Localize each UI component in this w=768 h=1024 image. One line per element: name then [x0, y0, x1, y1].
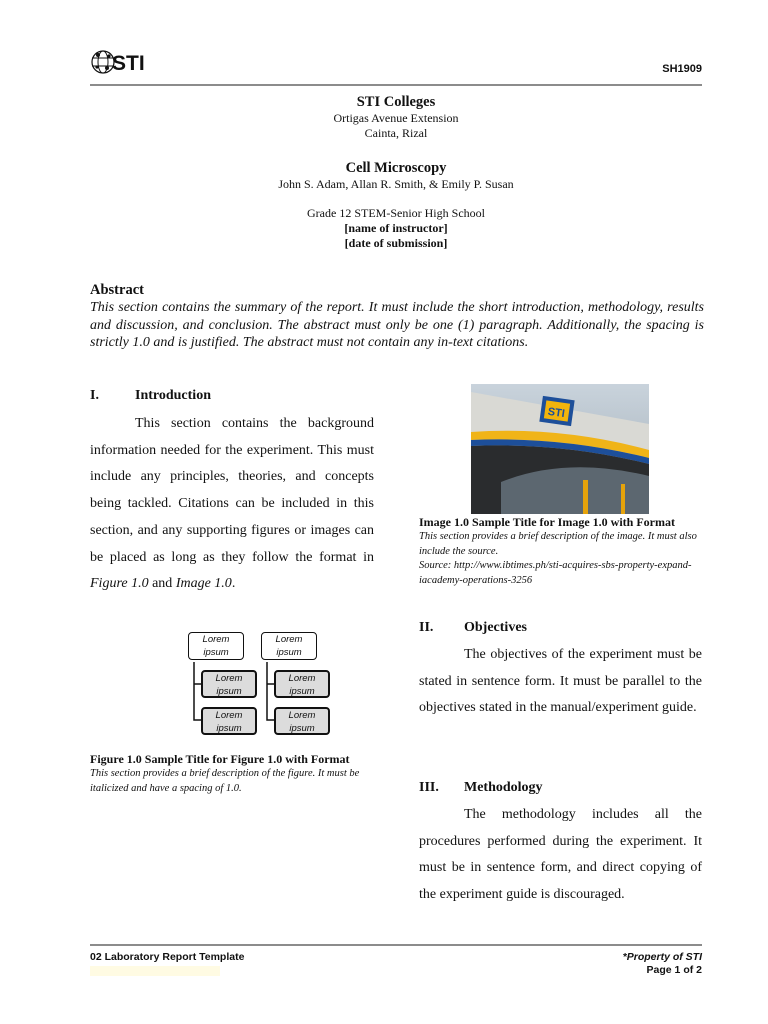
diagram-box-mid-left: Lorem ipsum	[201, 670, 257, 698]
introduction-number: I.	[90, 388, 99, 403]
period-text: .	[231, 576, 236, 592]
sti-logo	[90, 46, 152, 78]
footer-rule	[90, 944, 702, 946]
objectives-body: The objectives of the experiment must be stated in sentence form. It must be parallel to the objectives stated in the manual/experiment guide.	[419, 647, 702, 716]
objectives-heading: Objectives	[464, 620, 527, 635]
figure-reference: Figure 1.0	[90, 576, 149, 592]
address-line-2: Cainta, Rizal	[364, 126, 428, 140]
diagram-box-mid-right: Lorem ipsum	[274, 670, 330, 698]
image-source: Source: http://www.ibtimes.ph/sti-acquires-sbs-property-expand-iacademy-operations-3256	[419, 560, 692, 586]
introduction-heading: Introduction	[135, 388, 211, 403]
footer-template-name: 02 Laboratory Report Template	[90, 951, 245, 963]
address-line-1: Ortigas Avenue Extension	[333, 111, 459, 125]
diagram-box-top-right: Lorem ipsum	[261, 632, 317, 660]
abstract-heading: Abstract	[90, 282, 144, 298]
diagram-box-top-left: Lorem ipsum	[188, 632, 244, 660]
image-caption-title: Image 1.0 Sample Title for Image 1.0 with Format	[419, 515, 675, 529]
introduction-body	[90, 411, 374, 598]
diagram-box-bottom-right: Lorem ipsum	[274, 707, 330, 735]
methodology-body: The methodology includes all the procedures performed during the experiment. It must be in sentence form, and direct copying of the experiment guide is discouraged.	[419, 807, 702, 903]
authors: John S. Adam, Allan R. Smith, & Emily P. Susan	[278, 177, 514, 191]
image-reference: Image 1.0	[175, 576, 232, 592]
figure-caption-body: This section provides a brief description of the figure. It must be italicized and have a spacing of 1.0.	[90, 768, 360, 794]
date-placeholder: [date of submission]	[344, 236, 448, 250]
diagram-box-bottom-left: Lorem ipsum	[201, 707, 257, 735]
grade-level: Grade 12 STEM-Senior High School	[307, 206, 485, 220]
image-caption-text: This section provides a brief description of the image. It must also include the source.	[419, 531, 697, 557]
methodology-number: III.	[419, 780, 439, 795]
image-caption-body	[419, 530, 704, 588]
footer-page-number: Page 1 of 2	[646, 964, 702, 976]
school-name: STI Colleges	[356, 94, 436, 110]
methodology-heading: Methodology	[464, 780, 543, 795]
and-text: and	[148, 576, 176, 592]
objectives-number: II.	[419, 620, 434, 635]
figure-diagram	[180, 628, 330, 740]
document-code: SH1909	[662, 63, 702, 75]
introduction-text: This section contains the background information needed for the experiment. This must include any principles, theories, and concepts being tackled. Citations can be included in this section, and any supporting figures or images can be placed as long as they follow the format in	[90, 416, 374, 565]
figure-caption-title: Figure 1.0 Sample Title for Figure 1.0 with Format	[90, 752, 350, 766]
globe-icon	[92, 51, 114, 73]
instructor-placeholder: [name of instructor]	[344, 221, 448, 235]
footer-highlight	[90, 966, 220, 976]
footer-property: *Property of STI	[622, 951, 702, 963]
logo-text: STI	[112, 52, 145, 75]
sign-text: STI	[546, 405, 566, 421]
building-photo	[471, 384, 649, 514]
header-rule	[90, 84, 702, 86]
abstract-body: This section contains the summary of the report. It must include the short introduction, methodology, results and discussion, and conclusion. The abstract must only be one (1) paragraph. Additionally, the spacing is strictly 1.0 and is justified. The abstract must not contain any in-text citations.	[90, 300, 704, 350]
report-title: Cell Microscopy	[345, 160, 447, 176]
